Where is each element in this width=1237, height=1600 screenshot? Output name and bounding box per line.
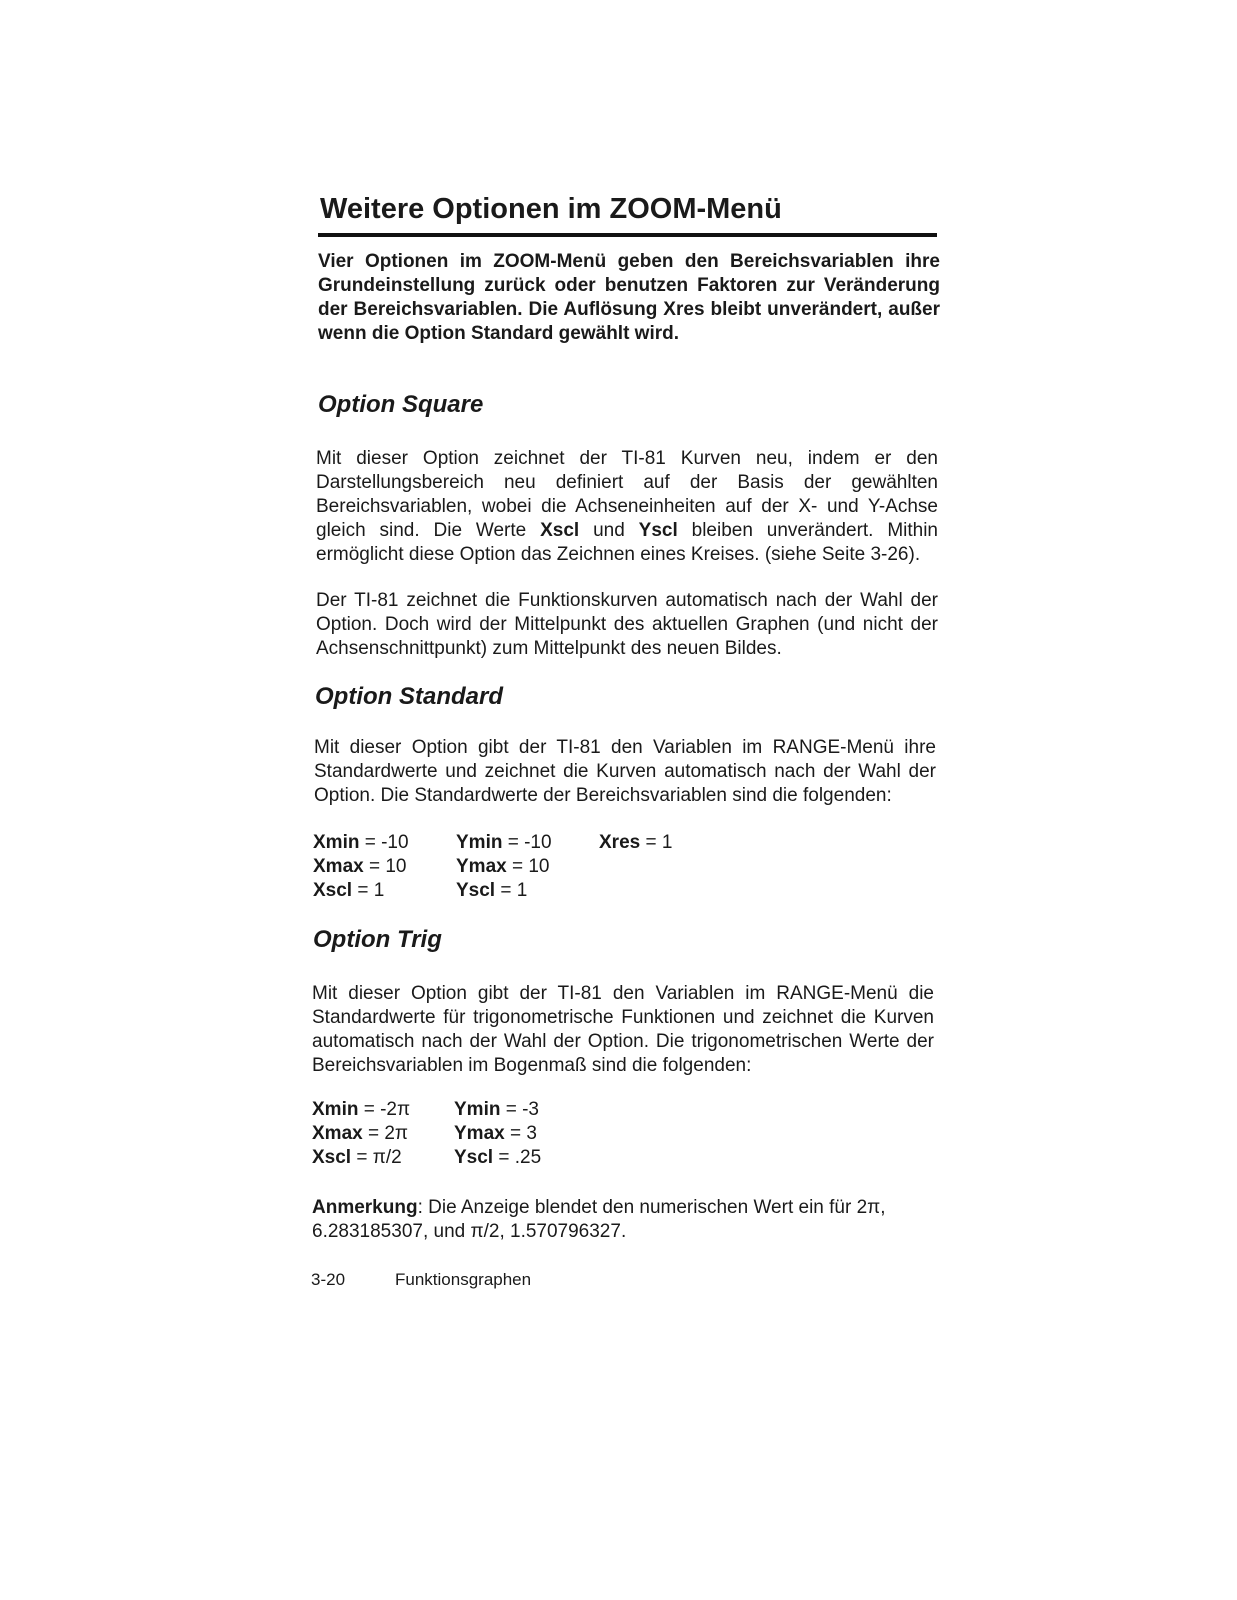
var-name: Yscl [456,880,496,901]
var-value: = 1 [495,880,528,901]
page-title: Weitere Optionen im ZOOM-Menü [320,193,782,225]
note-text: : Die Anzeige blendet den numerischen Wert ein für 2π, 6.283185307, und π/2, 1.570796327. [312,1197,886,1242]
square-paragraph-1 [316,447,938,567]
var-value: = -3 [500,1099,540,1120]
trig-heading: Option Trig [313,926,442,953]
var-value: = 2π [362,1123,409,1144]
var-value: = 10 [506,856,550,877]
var-value: = -10 [359,832,409,853]
var-name: Xscl [312,1147,352,1168]
square-text-1: Mit dieser Option zeichnet der TI-81 Kurven neu, indem er den Darstellungsbereich neu definiert auf der Basis der gewählten Bereichsvariablen, wobei die Achseneinheiten auf der X- und Y-Achse gleich sind. Die Werte [316,448,938,541]
var-value: = 10 [363,856,407,877]
square-text-3: bleiben unverändert. Mithin ermöglicht diese Option das Zeichnen eines Kreises. (siehe Seite 3-26). [316,520,939,565]
var-name: Xres [599,832,641,853]
note-label: Anmerkung [312,1197,418,1218]
var-name: Ymax [454,1123,505,1144]
square-paragraph-2: Der TI-81 zeichnet die Funktionskurven automatisch nach der Wahl der Option. Doch wird der Mittelpunkt des aktuellen Graphen (und nicht der Achsenschnittpunkt) zum Mittelpunkt des neuen Bildes. [316,590,938,659]
var-name: Xmin [313,832,360,853]
var-value: = π/2 [351,1147,402,1168]
var-value: = 1 [352,880,385,901]
standard-paragraph: Mit dieser Option gibt der TI-81 den Variablen im RANGE-Menü ihre Standardwerte und zeichnet die Kurven automatisch nach der Wahl der Option. Die Standardwerte der Bereichsvariablen sind die folgenden: [314,737,936,806]
note-paragraph [312,1196,940,1244]
var-name: Xscl [313,880,353,901]
var-value: = 3 [504,1123,537,1144]
page-number: 3-20 [311,1270,346,1289]
var-name: Ymin [454,1099,501,1120]
var-value: = .25 [493,1147,542,1168]
var-name: Yscl [454,1147,494,1168]
square-text-2: und [579,520,639,541]
trig-paragraph: Mit dieser Option gibt der TI-81 den Variablen im RANGE-Menü die Standardwerte für trigonometrische Funktionen und zeichnet die Kurven automatisch nach der Wahl der Option. Die trigonometrischen Werte der Bereichsvariablen im Bogenmaß sind die folgenden: [312,983,934,1076]
var-name: Xmax [312,1123,363,1144]
var-value: = -10 [502,832,552,853]
var-name: Xmin [312,1099,359,1120]
section-name: Funktionsgraphen [395,1270,532,1289]
xscl-term: Xscl [540,520,580,541]
square-heading: Option Square [318,391,484,418]
var-name: Ymin [456,832,503,853]
yscl-term: Yscl [638,520,678,541]
var-name: Ymax [456,856,507,877]
intro-paragraph: Vier Optionen im ZOOM-Menü geben den Bereichsvariablen ihre Grundeinstellung zurück oder benutzen Faktoren zur Veränderung der Bereichsvariablen. Die Auflösung Xres bleibt unverändert, außer wenn die Option Standard gewählt wird. [318,251,940,344]
title-underline [318,233,937,237]
var-value: = -2π [358,1099,411,1120]
standard-heading: Option Standard [315,683,503,710]
var-value: = 1 [640,832,673,853]
var-name: Xmax [313,856,364,877]
